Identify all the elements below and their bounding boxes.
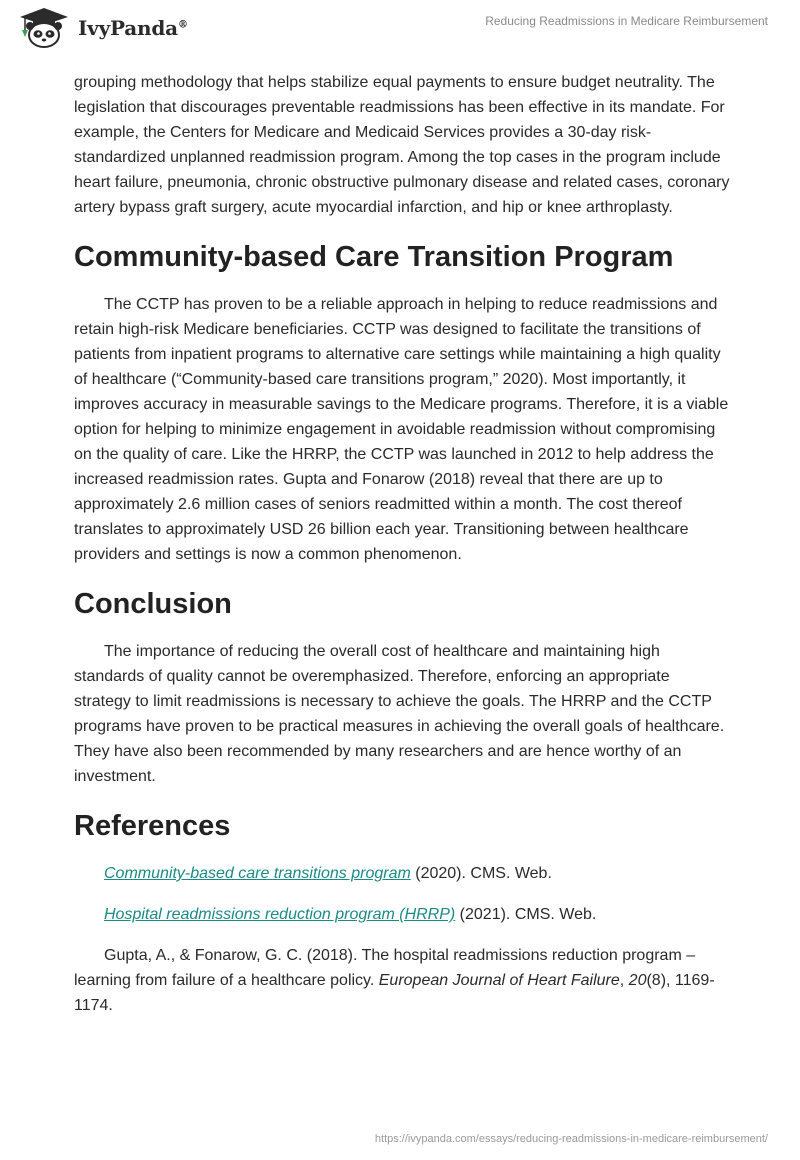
heading-conclusion: Conclusion (74, 588, 232, 620)
panda-icon (14, 6, 74, 50)
running-title: Reducing Readmissions in Medicare Reimbursement (485, 14, 768, 28)
page-header (0, 0, 800, 60)
conclusion-paragraph: The importance of reducing the overall cost of healthcare and maintaining high standards of quality cannot be overemphasized. Therefore, enforcing an appropriate strategy to limit readmissions is necessary to achieve the goals. The HRRP and the CCTP programs have proven to be practical measures in achieving the overall goals of healthcare. They have also been recommended by many researchers and are hence worthy of an investment. (74, 643, 725, 785)
heading-cctp: Community-based Care Transition Program (74, 241, 674, 273)
reference-list (74, 861, 730, 1018)
document-body (74, 70, 730, 1034)
reference-item (74, 861, 730, 886)
footer-url[interactable]: https://ivypanda.com/essays/reducing-readmissions-in-medicare-reimbursement/ (374, 1133, 768, 1145)
reference-item: Gupta, A., & Fonarow, G. C. (2018). The hospital readmissions reduction program – learning from failure of a healthcare policy. European Journal of Heart Failure, 20(8), 1169-1174. (74, 947, 715, 1014)
heading-references: References (74, 810, 231, 842)
reference-authors: Gupta, A., & Fonarow, G. C. (2018). The hospital readmissions reduction program – learning from failure of a healthcare policy. (74, 947, 696, 989)
reference-volume: 20 (628, 972, 647, 989)
reference-journal: European Journal of Heart Failure (378, 972, 620, 989)
brand-logo[interactable] (14, 6, 188, 50)
intro-paragraph: grouping methodology that helps stabilize equal payments to ensure budget neutrality. The legislation that discourages preventable readmissions has been effective in its mandate. For example, the Centers for Medicare and Medicaid Services provides a 30-day risk-standardized unplanned readmission program. Among the top cases in the program include heart failure, pneumonia, chronic obstructive pulmonary disease and related cases, coronary artery bypass graft surgery, acute myocardial infarction, and hip or knee arthroplasty. (74, 74, 730, 216)
reference-pages: (8), 1169-1174. (74, 972, 715, 1014)
reference-link-cctp[interactable]: Community-based care transitions program (104, 865, 411, 882)
cctp-paragraph: The CCTP has proven to be a reliable approach in helping to reduce readmissions and retain high-risk Medicare beneficiaries. CCTP was designed to facilitate the transitions of patients from inpatient programs to alternative care settings while maintaining a high quality of healthcare (“Community-based care transitions program,” 2020). Most importantly, it improves accuracy in measurable savings to the Medicare programs. Therefore, it is a viable option for helping to minimize engagement in avoidable readmission without compromising on the quality of care. Like the HRRP, the CCTP was launched in 2012 to help address the increased readmission rates. Gupta and Fonarow (2018) reveal that there are up to approximately 2.6 million cases of seniors readmitted within a month. The cost thereof translates to approximately USD 26 billion each year. Transitioning between healthcare providers and settings is now a common phenomenon. (74, 296, 729, 563)
brand-name: IvyPanda® (78, 16, 188, 40)
reference-source: (2020). CMS. Web. (410, 865, 552, 882)
reference-source: (2021). CMS. Web. (455, 906, 597, 923)
reference-link-hrrp[interactable]: Hospital readmissions reduction program (HRRP) (104, 906, 456, 923)
reference-item (74, 902, 730, 927)
